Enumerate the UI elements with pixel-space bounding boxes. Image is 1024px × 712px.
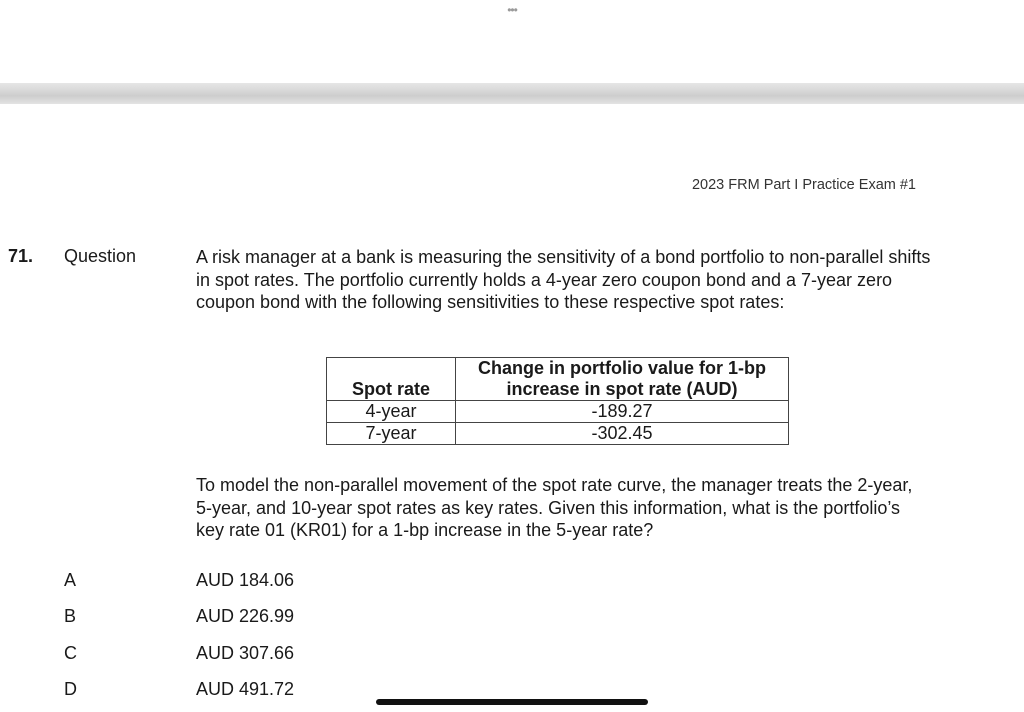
table-row [327,423,789,445]
choice-text-d: AUD 491.72 [196,679,295,699]
table-cell: 7-year [327,423,456,445]
table-header-change-value: Change in portfolio value for 1-bp increase in spot rate (AUD) [456,358,789,401]
document-header: 2023 FRM Part I Practice Exam #1 [691,177,916,193]
choice-letter-a: A [64,570,77,590]
choice-letter-d: D [64,679,77,699]
choice-text-b: AUD 226.99 [196,606,295,626]
table-header-row [327,358,789,401]
table-cell: -189.27 [456,401,789,423]
choice-letter-b: B [64,606,77,626]
sensitivity-table [326,357,789,445]
choice-text-c: AUD 307.66 [196,643,295,663]
table-row [327,401,789,423]
choice-text-a: AUD 184.06 [196,570,295,590]
page-separator-band [0,83,1024,104]
question-number: 71. [8,246,34,266]
home-indicator-bar[interactable] [376,699,648,705]
choice-letter-c: C [64,643,77,663]
table-header-spot-rate: Spot rate [327,358,456,401]
question-label: Question [64,246,137,266]
table-cell: -302.45 [456,423,789,445]
table-cell: 4-year [327,401,456,423]
question-prompt: To model the non-parallel movement of the spot rate curve, the manager treats the 2-year, 5-year, and 10-year spot rates as key rates. Given this information, what is the portfolio’s key rate 01 (KR01) for a 1-bp increase in the 5-year rate? [196,475,913,540]
more-options-icon[interactable]: ••• [507,3,517,17]
question-intro: A risk manager at a bank is measuring the sensitivity of a bond portfolio to non-parallel shifts in spot rates. The portfolio currently holds a 4-year zero coupon bond and a 7-year zero coupon bond with the following sensitivities to these respective spot rates: [196,247,931,312]
